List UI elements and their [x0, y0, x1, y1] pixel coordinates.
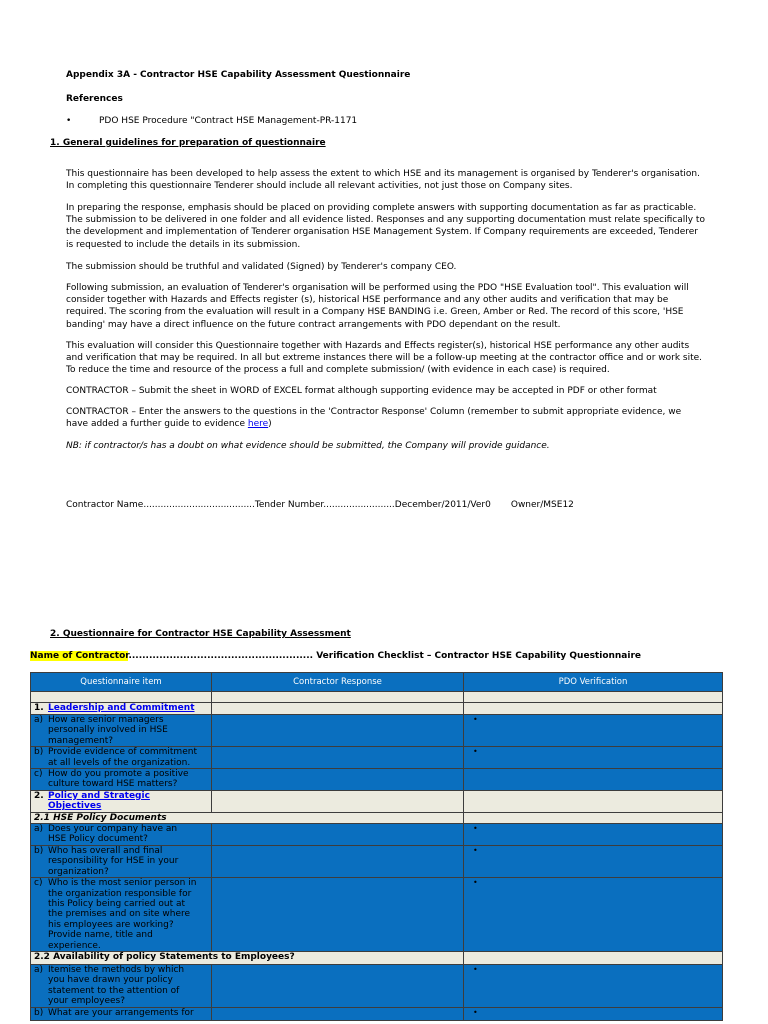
bullet: • — [473, 964, 478, 974]
paragraph-truthful: The submission should be truthful and validated (Signed) by Tenderer's company CEO. — [66, 262, 457, 272]
table-row — [31, 769, 723, 791]
section2-heading: 2. Questionnaire for Contractor HSE Capability Assessment — [50, 629, 351, 639]
pdo-verification-cell[interactable] — [464, 964, 723, 1007]
section1-heading: 1. General guidelines for preparation of questionnaire — [50, 138, 326, 148]
table-row — [31, 878, 723, 952]
header-pdo-verification: PDO Verification — [464, 673, 723, 692]
pdo-verification-cell[interactable] — [464, 715, 723, 747]
table-row — [31, 747, 723, 769]
pdo-verification-cell[interactable] — [464, 1007, 723, 1020]
subsection-title: 2.1 HSE Policy Documents — [31, 812, 464, 823]
question-label: c) — [34, 878, 43, 889]
pdo-verification-cell[interactable] — [464, 769, 723, 791]
leadership-commitment-link[interactable]: Leadership and Commitment — [48, 703, 195, 713]
table-row — [31, 845, 723, 877]
subsection-row-2-2 — [31, 951, 723, 964]
name-of-contractor-label: Name of Contractor — [30, 651, 129, 661]
table-spacer-row — [31, 692, 723, 703]
header-contractor-response: Contractor Response — [212, 673, 464, 692]
enter-answers-text: CONTRACTOR – Enter the answers to the questions in the 'Contractor Response' Column (remember to submit appropriate evidence, we have added a further guide to evidence — [66, 407, 682, 430]
question-label: a) — [34, 715, 44, 725]
contractor-response-cell[interactable] — [212, 769, 464, 791]
contractor-response-cell[interactable] — [212, 878, 464, 952]
bullet: • — [473, 715, 478, 724]
contractor-footer-line: Contractor Name.......................................Tender Number.........................December/2011/Ver0 Owner/MSE12 — [66, 500, 574, 510]
question-label: a) — [34, 824, 44, 835]
question-text: Who has overall and final responsibility for HSE in your organization? — [48, 845, 179, 877]
contractor-name-line — [30, 650, 641, 662]
enter-answers-close: ) — [268, 419, 272, 430]
contractor-response-cell[interactable] — [212, 1007, 464, 1020]
paragraph-enter-answers — [66, 406, 706, 430]
question-text: What are your arrangements for — [48, 1007, 194, 1018]
header-questionnaire-item: Questionnaire item — [31, 673, 212, 692]
reference-bullet: • — [66, 116, 72, 126]
question-label: b) — [34, 1007, 44, 1018]
paragraph-response: In preparing the response, emphasis should be placed on providing complete answers with supporting documentation as far as practicable. The submission to be delivered in one folder and all evidence listed. Responses and any supporting documentation must relate specifically to the development and implementation of Tenderer organisation HSE Management System. If Company requirements are exceeded, Tenderer is requested to include the details in its submission. — [66, 203, 705, 250]
table-row — [31, 824, 723, 846]
nb-note: NB: if contractor/s has a doubt on what evidence should be submitted, the Company will provide guidance. — [66, 441, 550, 451]
question-text: Does your company have an HSE Policy document? — [48, 824, 178, 845]
section-row-leadership — [31, 703, 723, 715]
contractor-response-cell[interactable] — [212, 747, 464, 769]
reference-item: PDO HSE Procedure "Contract HSE Management-PR-1171 — [99, 116, 358, 126]
subsection-title: 2.2 Availability of policy Statements to Employees? — [31, 951, 464, 964]
bullet: • — [473, 747, 478, 757]
section-row-policy — [31, 790, 723, 812]
paragraph-followup: This evaluation will consider this Questionnaire together with Hazards and Effects register(s), historical HSE performance any other audits and verification that may be required. In all but extreme instances there will be a follow-up meeting at the contractor office and or work site. To reduce the time and resource of the process a full and complete submission/ (with evidence in each case) is required. — [66, 341, 703, 376]
pdo-verification-cell[interactable] — [464, 845, 723, 877]
bullet: • — [473, 824, 478, 834]
contractor-response-cell[interactable] — [212, 824, 464, 846]
evidence-guide-link[interactable]: here — [247, 419, 269, 430]
question-text: Who is the most senior person in the organization responsible for this Policy being carried out at the premises and on site where his employees are working? Provide name, title and experience. — [48, 878, 197, 951]
question-text: Itemise the methods by which you have drawn your policy statement to the attention of your employees? — [48, 964, 185, 1007]
contractor-response-cell[interactable] — [212, 964, 464, 1007]
questionnaire-table — [30, 672, 723, 1021]
bullet: • — [473, 1007, 478, 1017]
contractor-response-cell[interactable] — [212, 845, 464, 877]
bullet: • — [473, 845, 478, 855]
question-label: c) — [34, 769, 43, 780]
question-label: a) — [34, 964, 44, 975]
paragraph-evaluation: Following submission, an evaluation of Tenderer's organisation will be performed using the PDO "HSE Evaluation tool". This evaluation will consider together with Hazards and Effects register (s), historical HSE performance and any other audits and verification that may be required. The scoring from the evaluation will result in a Company HSE BANDING i.e. Green, Amber or Red. The record of this score, 'HSE banding' may have a direct influence on the future contract arrangements with PDO dependant on the result. — [66, 283, 689, 330]
references-heading: References — [66, 94, 123, 104]
section-number: 2. — [34, 790, 44, 801]
pdo-verification-cell[interactable] — [464, 824, 723, 846]
question-text: Provide evidence of commitment at all levels of the organization. — [48, 747, 197, 768]
bullet: • — [473, 878, 478, 888]
paragraph-intro: This questionnaire has been developed to help assess the extent to which HSE and its management is organised by Tenderer's organisation. In completing this questionnaire Tenderer should include all relevant activities, not just those on Company sites. — [66, 169, 700, 192]
table-header-row — [31, 673, 723, 692]
question-text: How are senior managers personally involved in HSE management? — [48, 715, 168, 746]
table-row — [31, 964, 723, 1007]
pdo-verification-cell[interactable] — [464, 878, 723, 952]
table-row — [31, 715, 723, 747]
question-text: How do you promote a positive culture toward HSE matters? — [48, 769, 189, 790]
appendix-title: Appendix 3A - Contractor HSE Capability Assessment Questionnaire — [66, 70, 411, 80]
policy-strategic-objectives-link[interactable]: Policy and Strategic Objectives — [48, 790, 150, 812]
paragraph-submit-format: CONTRACTOR – Submit the sheet in WORD of EXCEL format although supporting evidence may be accepted in PDF or other format — [66, 386, 657, 396]
pdo-verification-cell[interactable] — [464, 747, 723, 769]
section-number: 1. — [34, 703, 44, 713]
subsection-row-2-1 — [31, 812, 723, 823]
table-row — [31, 1007, 723, 1020]
verification-checklist-title: ...................................................... Verification Checklist – Contractor HSE Capability Questionnaire — [128, 651, 642, 661]
contractor-response-cell[interactable] — [212, 715, 464, 747]
question-label: b) — [34, 845, 44, 856]
question-label: b) — [34, 747, 44, 758]
